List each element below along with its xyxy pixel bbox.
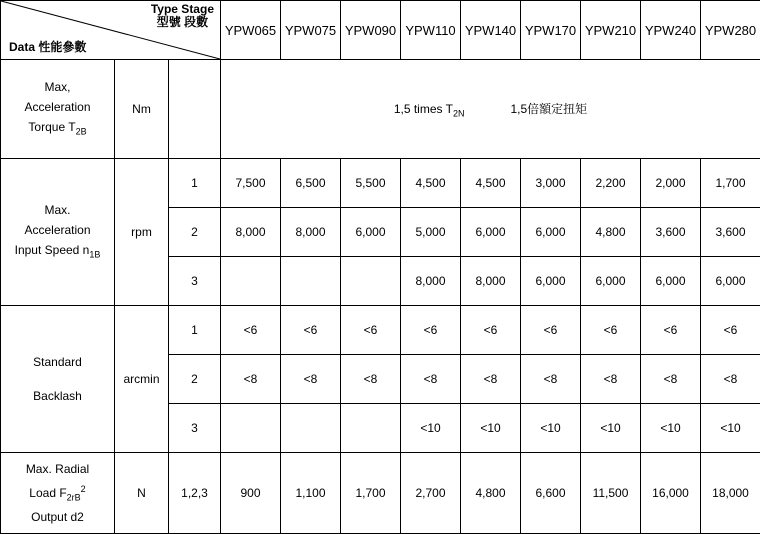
param-line-3	[2, 117, 113, 141]
param-line-2-text: Load F	[29, 486, 66, 500]
accel-torque-note	[221, 60, 760, 159]
value-cell: 6,600	[521, 453, 581, 534]
unit-input-speed: rpm	[115, 159, 169, 306]
value-cell: <6	[581, 306, 641, 355]
stage-input-speed-1: 1	[169, 159, 221, 208]
accel-torque-note-en: 1,5 times T	[394, 102, 453, 116]
table-row	[1, 60, 760, 159]
value-cell	[341, 404, 401, 453]
param-line-3-text: Torque T	[28, 120, 75, 134]
param-line-2-sup: 2	[81, 484, 86, 494]
param-line-3-text: Input Speed n	[15, 243, 90, 257]
value-cell: 6,000	[341, 208, 401, 257]
value-cell: <10	[641, 404, 701, 453]
param-line-2: Acceleration	[2, 220, 113, 240]
accel-torque-note-sub: 2N	[453, 108, 465, 118]
param-line-1: Max,	[2, 77, 113, 97]
value-cell	[281, 257, 341, 306]
stage-accel-torque	[169, 60, 221, 159]
value-cell: <6	[401, 306, 461, 355]
value-cell: 1,700	[341, 453, 401, 534]
value-cell: 2,000	[641, 159, 701, 208]
value-cell: <6	[221, 306, 281, 355]
param-line-3	[2, 240, 113, 264]
value-cell: 4,500	[461, 159, 521, 208]
value-cell: <6	[521, 306, 581, 355]
value-cell: <10	[581, 404, 641, 453]
value-cell: <10	[461, 404, 521, 453]
value-cell: 5,000	[401, 208, 461, 257]
stage-backlash-1: 1	[169, 306, 221, 355]
model-header-ypw210: YPW210	[581, 1, 641, 60]
param-backlash	[1, 306, 115, 453]
value-cell: <8	[461, 355, 521, 404]
value-cell	[221, 257, 281, 306]
value-cell	[221, 404, 281, 453]
model-header-ypw280: YPW280	[701, 1, 760, 60]
accel-torque-note-inner	[394, 100, 587, 118]
value-cell: <8	[401, 355, 461, 404]
value-cell: 2,200	[581, 159, 641, 208]
model-header-ypw065: YPW065	[221, 1, 281, 60]
value-cell: <8	[641, 355, 701, 404]
value-cell	[341, 257, 401, 306]
model-header-ypw090: YPW090	[341, 1, 401, 60]
accel-torque-note-zh: 1,5倍額定扭矩	[510, 102, 587, 116]
value-cell: <6	[341, 306, 401, 355]
stage-backlash-3: 3	[169, 404, 221, 453]
value-cell: 6,000	[521, 208, 581, 257]
value-cell: 18,000	[701, 453, 760, 534]
param-line-2: Acceleration	[2, 97, 113, 117]
value-cell: 4,500	[401, 159, 461, 208]
table-row	[1, 306, 760, 355]
unit-radial-load: N	[115, 453, 169, 534]
data-label: Data 性能參數	[9, 38, 86, 55]
value-cell: 8,000	[281, 208, 341, 257]
value-cell: 8,000	[221, 208, 281, 257]
unit-backlash: arcmin	[115, 306, 169, 453]
table-row	[1, 453, 760, 534]
value-cell: <8	[521, 355, 581, 404]
value-cell: <8	[341, 355, 401, 404]
value-cell: 4,800	[581, 208, 641, 257]
model-header-ypw170: YPW170	[521, 1, 581, 60]
value-cell: 6,000	[581, 257, 641, 306]
value-cell: 8,000	[401, 257, 461, 306]
stage-input-speed-3: 3	[169, 257, 221, 306]
param-line-3-sub: 2B	[76, 126, 87, 136]
value-cell: <6	[641, 306, 701, 355]
value-cell: 6,000	[701, 257, 760, 306]
value-cell: 2,700	[401, 453, 461, 534]
value-cell: 7,500	[221, 159, 281, 208]
stage-backlash-2: 2	[169, 355, 221, 404]
value-cell: 3,000	[521, 159, 581, 208]
model-header-ypw075: YPW075	[281, 1, 341, 60]
param-line-2: Backlash	[2, 386, 113, 406]
param-line-2-sub: 2rB	[67, 492, 81, 502]
model-header-ypw110: YPW110	[401, 1, 461, 60]
value-cell: 6,000	[461, 208, 521, 257]
value-cell: 1,700	[701, 159, 760, 208]
value-cell: 3,600	[641, 208, 701, 257]
corner-header-cell	[1, 1, 221, 60]
stage-input-speed-2: 2	[169, 208, 221, 257]
param-line-1: Max.	[2, 200, 113, 220]
unit-accel-torque: Nm	[115, 60, 169, 159]
param-line-3-sub: 1B	[89, 249, 100, 259]
value-cell: 5,500	[341, 159, 401, 208]
value-cell: <8	[221, 355, 281, 404]
value-cell: 4,800	[461, 453, 521, 534]
value-cell: <6	[461, 306, 521, 355]
stage-radial-load: 1,2,3	[169, 453, 221, 534]
type-stage-label	[151, 3, 214, 29]
param-line-1: Standard	[2, 352, 113, 372]
value-cell: 3,600	[701, 208, 760, 257]
value-cell: <6	[281, 306, 341, 355]
param-line-3: Output d2	[2, 507, 113, 527]
value-cell: <10	[701, 404, 760, 453]
table-header-row	[1, 1, 760, 60]
value-cell: <8	[581, 355, 641, 404]
value-cell: 11,500	[581, 453, 641, 534]
model-header-ypw240: YPW240	[641, 1, 701, 60]
value-cell: 6,500	[281, 159, 341, 208]
value-cell: 900	[221, 453, 281, 534]
value-cell: 6,000	[641, 257, 701, 306]
model-header-ypw140: YPW140	[461, 1, 521, 60]
param-line-2	[2, 479, 113, 507]
value-cell: 8,000	[461, 257, 521, 306]
param-input-speed	[1, 159, 115, 306]
table-row	[1, 159, 760, 208]
value-cell	[281, 404, 341, 453]
param-radial-load	[1, 453, 115, 534]
value-cell: <6	[701, 306, 760, 355]
value-cell: 6,000	[521, 257, 581, 306]
param-accel-torque	[1, 60, 115, 159]
value-cell: <10	[521, 404, 581, 453]
value-cell: <10	[401, 404, 461, 453]
type-stage-label-en: Type Stage	[151, 3, 214, 16]
type-stage-label-zh: 型號 段數	[151, 16, 214, 29]
value-cell: 1,100	[281, 453, 341, 534]
value-cell: <8	[701, 355, 760, 404]
param-line-1: Max. Radial	[2, 459, 113, 479]
value-cell: 16,000	[641, 453, 701, 534]
value-cell: <8	[281, 355, 341, 404]
